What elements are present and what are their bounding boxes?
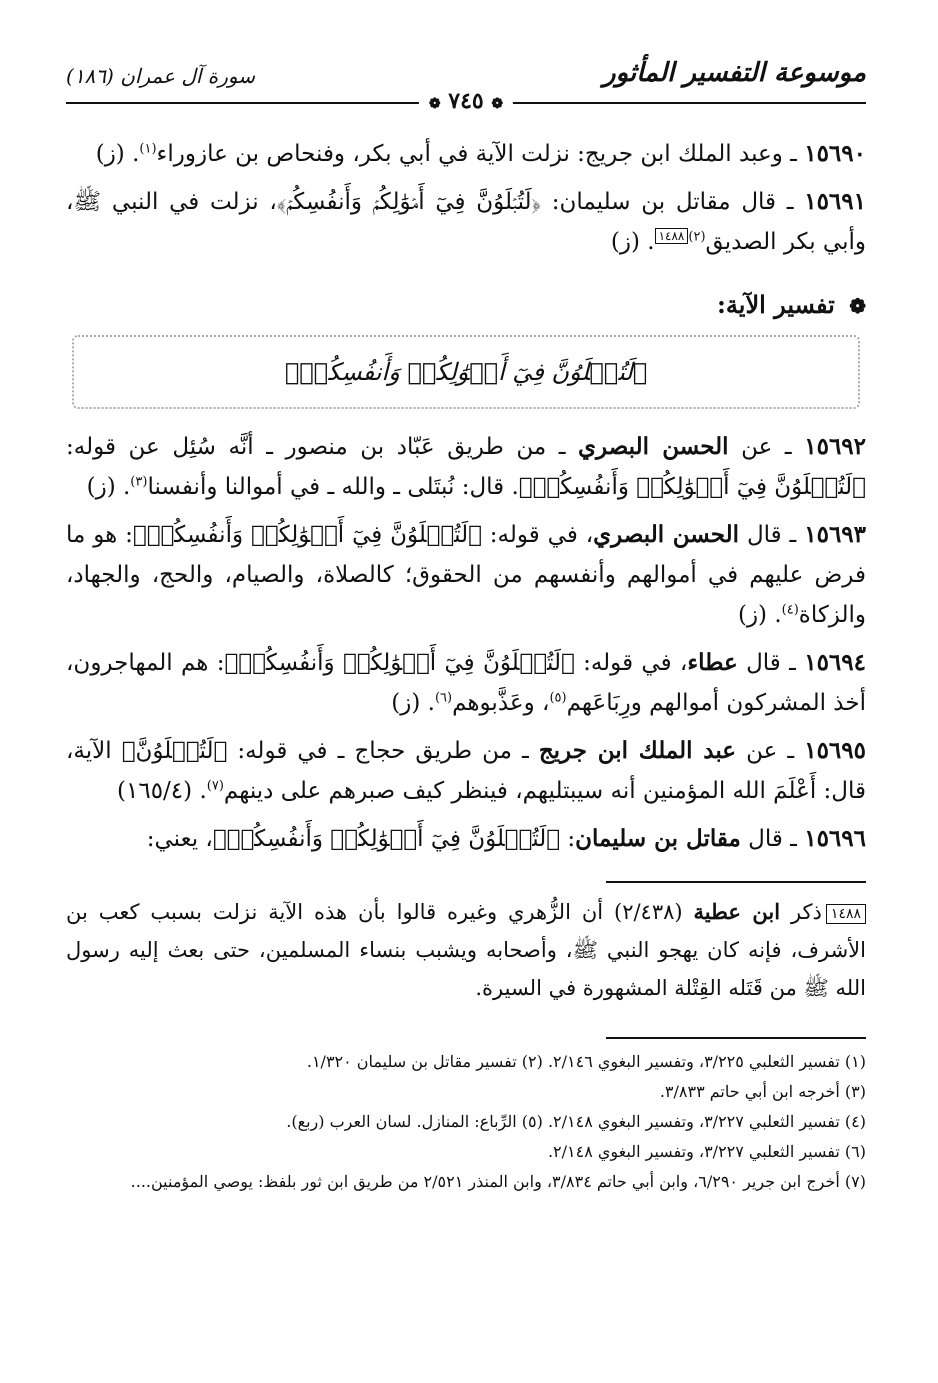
narration-number: ١٥٦٩٥: [804, 737, 866, 764]
narration-15696: [66, 819, 866, 859]
flower-icon: ❁: [849, 294, 866, 318]
narrator-name: عبد الملك ابن جريج: [538, 737, 737, 764]
narration-number: ١٥٦٩١: [804, 188, 866, 215]
narration-15695: [66, 731, 866, 811]
narration-tail: . (ز): [391, 690, 435, 716]
narration-text: ـ وعبد الملك ابن جريج: نزلت الآية في أبي بكر، وفنحاص بن عازوراء: [156, 141, 797, 167]
footnote-line: (١) تفسير الثعلبي ٣/٢٢٥، وتفسير البغوي ٢/١٤٦. (٢) تفسير مقاتل بن سليمان ١/٣٢٠.: [306, 1052, 866, 1071]
narration-text-2: ، وعَذَّبوهم: [452, 690, 550, 716]
book-title: موسوعة التفسير المأثور: [603, 58, 866, 88]
footnote-line: (٧) أخرج ابن جرير ٦/٢٩٠، وابن أبي حاتم ٣/٨٣٤، وابن المنذر ٢/٥٢١ من طريق ابن ثور بلفظ: يوصي المؤمنين....: [130, 1172, 866, 1191]
narration-number: ١٥٦٩٢: [804, 433, 867, 460]
ayah-banner: [72, 335, 860, 409]
narration-pre: ـ عن: [728, 434, 792, 460]
page-header: [66, 58, 866, 114]
narration-number: ١٥٦٩٠: [804, 140, 866, 167]
footnote-marker[interactable]: (٣): [130, 474, 148, 490]
section-title: تفسير الآية:: [717, 290, 835, 319]
narrator-name: الحسن البصري: [578, 433, 729, 460]
narration-tail: . (ز): [95, 141, 140, 167]
ornament-icon: ❁: [491, 96, 504, 112]
narration-15690: [66, 134, 866, 174]
footnote-marker[interactable]: (١): [139, 141, 157, 157]
narration-15694: [66, 643, 866, 723]
narrator-name: عطاء: [687, 649, 738, 676]
narration-pre: ـ قال: [740, 826, 797, 852]
footnote-divider: [606, 1037, 866, 1039]
narration-pre: ـ قال: [737, 650, 796, 676]
narrator-name: الحسن البصري: [593, 521, 740, 548]
narration-tail: . (ز): [610, 229, 655, 255]
ornament-icon: ❁: [428, 96, 441, 112]
narrator-name: مقاتل بن سليمان: [575, 825, 741, 852]
narration-text: : ﴿لَتُبۡلَوُنَّ فِيٓ أَمۡوَٰلِكُمۡ وَأَنفُسِكُمۡ﴾، يعني:: [146, 826, 576, 852]
footnote-line: (٣) أخرجه ابن أبي حاتم ٣/٨٣٣.: [659, 1082, 866, 1101]
commentary-pre: ذكر: [780, 900, 822, 924]
footnote-marker[interactable]: (٥): [549, 690, 567, 706]
narration-text: ـ قال مقاتل بن سليمان: ﴿لَتُبۡلَوُنَّ فِيٓ أَمۡوَٰلِكُمۡ وَأَنفُسِكُمۡ﴾، نزلت في النبي ﷺ، وأبي بكر الصديق: [66, 189, 866, 255]
footnote-marker[interactable]: (٢): [688, 229, 706, 245]
commentary-reference: ١٤٨٨: [826, 904, 866, 924]
narration-pre: ـ قال: [739, 522, 797, 548]
book-page: [66, 58, 866, 1197]
narration-15692: [66, 427, 866, 507]
narration-number: ١٥٦٩٦: [804, 825, 866, 852]
narration-15691: [66, 182, 866, 262]
narration-tail: . (١٦٥/٤): [117, 778, 207, 804]
footnote-line: (٦) تفسير الثعلبي ٣/٢٢٧، وتفسير البغوي ٢/١٤٨.: [547, 1142, 866, 1161]
commentary-note: [66, 893, 866, 1007]
section-heading: [66, 288, 866, 323]
footnote-marker[interactable]: (٦): [434, 690, 453, 706]
narration-number: ١٥٦٩٣: [804, 521, 867, 548]
narration-text: ، في قوله: ﴿لَتُبۡلَوُنَّ فِيٓ أَمۡوَٰلِكُمۡ وَأَنفُسِكُمۡ﴾: هم المهاجرون، أخذ المشركون أموالهم ورِبَاعَهم: [66, 650, 866, 716]
narration-pre: ـ عن: [736, 738, 795, 764]
page-number-text: ٧٤٥: [448, 88, 484, 114]
narration-text: ، في قوله: ﴿لَتُبۡلَوُنَّ فِيٓ أَمۡوَٰلِكُمۡ وَأَنفُسِكُمۡ﴾: هو ما فرض عليهم في أموالهم وأنفسهم من الحقوق؛ كالصلاة، والصيام، والحج، والجهاد، والزكاة: [66, 522, 866, 628]
ayah-banner-text: ﴿لَتُبۡلَوُنَّ فِيٓ أَمۡوَٰلِكُمۡ وَأَنفُسِكُمۡ﴾: [284, 358, 648, 386]
commentary-text: (٢/٤٣٨) أن الزُّهري وغيره قالوا بأن هذه الآية نزلت بسبب كعب بن الأشرف، فإنه كان يهجو النبي ﷺ، وأصحابه ويشبب بنساء المسلمين، حتى بعث إليه رسول الله ﷺ من قَتَله القِتْلة المشهورة في السيرة.: [66, 900, 866, 1000]
footnote-marker[interactable]: (٧): [206, 778, 224, 794]
surah-title: سورة آل عمران (١٨٦): [66, 64, 256, 88]
narration-number: ١٥٦٩٤: [804, 649, 866, 676]
narration-text: ـ من طريق حجاج ـ في قوله: ﴿لَتُبۡلَوُنَّ﴾ الآية، قال: أَعْلَمَ الله المؤمنين أنه سيبتليهم، فينظر كيف صبرهم على دينهم: [66, 738, 866, 804]
commentary-divider: [606, 881, 866, 883]
narration-tail: . (ز): [86, 474, 131, 500]
commentary-reference[interactable]: ١٤٨٨: [655, 228, 689, 244]
footnote-line: (٤) تفسير الثعلبي ٣/٢٢٧، وتفسير البغوي ٢/١٤٨. (٥) الرِّباع: المنازل. لسان العرب (ربع).: [286, 1112, 866, 1131]
commentary-author: ابن عطية: [693, 899, 781, 924]
narration-15693: [66, 515, 866, 635]
page-number: [419, 88, 513, 114]
narration-text: ـ من طريق عَبّاد بن منصور ـ أنَّه سُئِل عن قوله: ﴿لَتُبۡلَوُنَّ فِيٓ أَمۡوَٰلِكُمۡ وَأَنفُسِكُمۡ﴾. قال: نُبتَلى ـ والله ـ في أموالنا وأنفسنا: [66, 434, 866, 500]
footnote-marker[interactable]: (٤): [781, 602, 799, 618]
narration-tail: . (ز): [737, 602, 782, 628]
